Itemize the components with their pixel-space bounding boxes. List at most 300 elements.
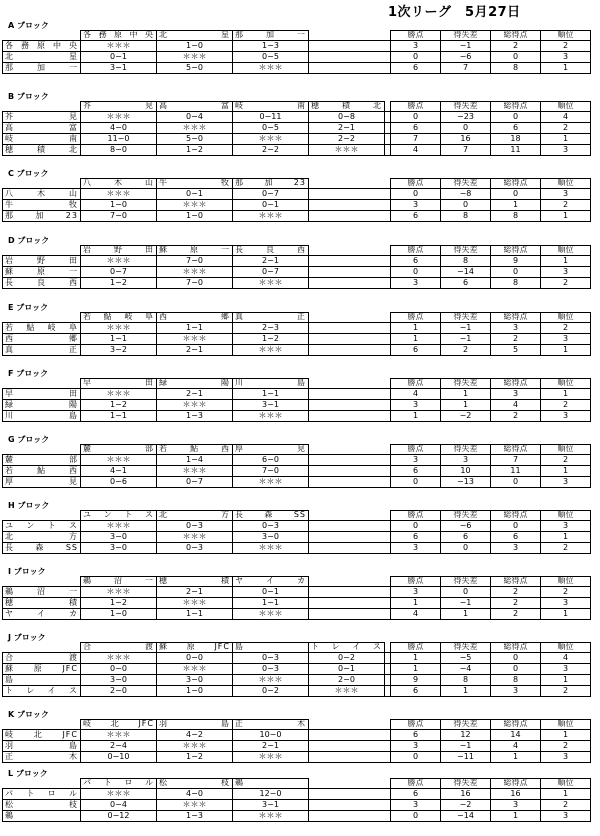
table-border — [590, 510, 591, 554]
team-stat: 2 — [440, 345, 490, 355]
table-border — [590, 719, 591, 763]
match-result: 2−1 — [156, 389, 232, 399]
match-result: 3−0 — [232, 532, 308, 542]
row-team-name: 鵜 沼 一 — [2, 587, 80, 597]
table-border — [384, 642, 385, 697]
column-team-header: 那 加 一 — [232, 30, 308, 40]
team-stat: 2 — [540, 200, 590, 210]
table-border — [308, 576, 309, 620]
team-stat: 2 — [490, 411, 540, 421]
match-result: 1−3 — [156, 811, 232, 821]
column-team-header: 羽 島 — [156, 719, 232, 729]
team-row — [2, 598, 590, 609]
match-result: 1−1 — [156, 609, 232, 619]
match-result: 0−5 — [232, 123, 308, 133]
team-stat: 0 — [490, 189, 540, 199]
stat-header: 総得点 — [490, 101, 540, 111]
stat-header: 総得点 — [490, 719, 540, 729]
table-border — [308, 444, 309, 488]
team-stat: 2 — [540, 455, 590, 465]
column-team-header: 長 良 西 — [232, 245, 308, 255]
match-result: ＊＊＊ — [80, 730, 156, 740]
team-row — [2, 811, 590, 822]
team-stat: 2 — [540, 741, 590, 751]
team-stat: 6 — [390, 211, 440, 221]
stat-header: 総得点 — [490, 178, 540, 188]
stat-header: 総得点 — [490, 642, 540, 652]
match-result: ＊＊＊ — [156, 598, 232, 608]
row-team-name: 麓 部 — [2, 455, 80, 465]
match-result: 7−0 — [80, 211, 156, 221]
team-row — [2, 521, 590, 532]
table-border — [590, 101, 591, 156]
team-stat: 2 — [540, 123, 590, 133]
team-stat: 0 — [490, 112, 540, 122]
column-team-header: 高 富 — [156, 101, 232, 111]
stat-header: 順位 — [540, 576, 590, 586]
column-team-header: ユ ン ト ス — [80, 510, 156, 520]
column-team-header: 北 方 — [156, 510, 232, 520]
block-label: F ブロック — [8, 369, 49, 378]
team-stat: 8 — [440, 675, 490, 685]
team-stat: 6 — [390, 466, 440, 476]
match-result: 2−2 — [308, 134, 384, 144]
team-stat: −11 — [440, 752, 490, 762]
team-row — [2, 543, 590, 554]
row-team-name: 鵜 — [2, 811, 80, 821]
table-border — [390, 576, 391, 620]
header-row — [2, 245, 590, 256]
table-border — [390, 245, 391, 289]
team-stat: 1 — [540, 466, 590, 476]
stat-header: 順位 — [540, 444, 590, 454]
match-result: 4−0 — [156, 789, 232, 799]
team-stat: 3 — [440, 455, 490, 465]
match-result: 5−0 — [156, 134, 232, 144]
team-stat: 0 — [390, 52, 440, 62]
match-result: 2−1 — [308, 123, 384, 133]
team-stat: −5 — [440, 653, 490, 663]
team-stat: 3 — [490, 686, 540, 696]
match-result: 7−0 — [156, 256, 232, 266]
block-label: K ブロック — [8, 710, 49, 719]
team-stat: 6 — [390, 686, 440, 696]
team-stat: 1 — [390, 653, 440, 663]
team-stat: 1 — [540, 345, 590, 355]
stat-header: 総得点 — [490, 576, 540, 586]
header-row — [2, 642, 590, 653]
stat-header: 総得点 — [490, 30, 540, 40]
match-result: 2−3 — [232, 323, 308, 333]
team-stat: 1 — [440, 389, 490, 399]
match-result: 1−2 — [156, 145, 232, 155]
table-border — [590, 312, 591, 356]
block-label: C ブロック — [8, 169, 49, 178]
team-stat: −23 — [440, 112, 490, 122]
match-result: ＊＊＊ — [156, 466, 232, 476]
stat-header: 順位 — [540, 178, 590, 188]
team-row — [2, 200, 590, 211]
match-result: ＊＊＊ — [232, 811, 308, 821]
team-stat: 4 — [540, 112, 590, 122]
table-border — [308, 719, 309, 763]
team-stat: 9 — [390, 675, 440, 685]
team-stat: 6 — [390, 532, 440, 542]
block-label: A ブロック — [8, 21, 49, 30]
row-team-name: 真 正 — [2, 345, 80, 355]
team-stat: 8 — [490, 675, 540, 685]
row-team-name: 長 森 SS — [2, 543, 80, 553]
team-stat: 0 — [390, 477, 440, 487]
column-team-header: 島 — [232, 642, 308, 652]
match-result: 0−12 — [80, 811, 156, 821]
page-title: 1次リーグ 5月27日 — [388, 5, 521, 20]
match-result: ＊＊＊ — [80, 521, 156, 531]
team-row — [2, 752, 590, 763]
table-border — [390, 312, 391, 356]
team-stat: 3 — [390, 741, 440, 751]
stat-header: 総得点 — [490, 510, 540, 520]
team-row — [2, 63, 590, 74]
column-team-header: 北 星 — [156, 30, 232, 40]
team-row — [2, 609, 590, 620]
team-row — [2, 145, 590, 156]
team-stat: 3 — [390, 41, 440, 51]
match-result: 8−0 — [80, 145, 156, 155]
row-team-name: 蘇 原 一 — [2, 267, 80, 277]
team-row — [2, 730, 590, 741]
stat-header: 総得点 — [490, 245, 540, 255]
header-row — [2, 510, 590, 521]
team-stat: −1 — [440, 334, 490, 344]
row-team-name: 若 鮎 岐 阜 — [2, 323, 80, 333]
match-result: 2−2 — [232, 145, 308, 155]
row-team-name: 那 加 23 — [2, 211, 80, 221]
stat-header: 勝点 — [390, 378, 440, 388]
match-result: 0−3 — [156, 521, 232, 531]
match-result: 0−4 — [80, 800, 156, 810]
match-result: 1−3 — [232, 41, 308, 51]
team-stat: 3 — [540, 477, 590, 487]
match-result: 3−2 — [80, 345, 156, 355]
stat-header: 順位 — [540, 510, 590, 520]
match-result: ＊＊＊ — [232, 477, 308, 487]
stat-header: 得失差 — [440, 576, 490, 586]
match-result: 1−3 — [156, 411, 232, 421]
team-stat: 12 — [440, 730, 490, 740]
column-team-header: ヤ イ カ — [232, 576, 308, 586]
block-label: E ブロック — [8, 303, 49, 312]
match-result: 0−8 — [308, 112, 384, 122]
table-border — [590, 178, 591, 222]
match-result: ＊＊＊ — [80, 112, 156, 122]
team-row — [2, 400, 590, 411]
team-stat: 0 — [440, 587, 490, 597]
team-stat: 4 — [540, 653, 590, 663]
row-team-name: ヤ イ カ — [2, 609, 80, 619]
block-label: G ブロック — [8, 435, 50, 444]
team-stat: 10 — [440, 466, 490, 476]
team-row — [2, 741, 590, 752]
team-stat: 2 — [540, 686, 590, 696]
column-team-header: 合 渡 — [80, 642, 156, 652]
team-stat: 3 — [540, 752, 590, 762]
stat-header: 勝点 — [390, 510, 440, 520]
stat-header: 順位 — [540, 642, 590, 652]
team-row — [2, 675, 590, 686]
team-stat: 3 — [540, 52, 590, 62]
team-stat: −14 — [440, 811, 490, 821]
team-stat: 18 — [490, 134, 540, 144]
match-result: 0−0 — [156, 653, 232, 663]
team-stat: 6 — [390, 345, 440, 355]
row-team-name: 八 木 山 — [2, 189, 80, 199]
stat-header: 総得点 — [490, 444, 540, 454]
team-stat: 2 — [540, 587, 590, 597]
table-border — [390, 444, 391, 488]
team-stat: 3 — [490, 800, 540, 810]
team-stat: 0 — [390, 811, 440, 821]
block-label: L ブロック — [8, 769, 48, 778]
team-stat: −2 — [440, 800, 490, 810]
team-stat: 1 — [540, 789, 590, 799]
match-result: 3−1 — [232, 400, 308, 410]
stat-header: 得失差 — [440, 642, 490, 652]
match-result: ＊＊＊ — [232, 411, 308, 421]
header-row — [2, 444, 590, 455]
column-team-header: 岐 北 JFC — [80, 719, 156, 729]
stat-header: 勝点 — [390, 719, 440, 729]
team-stat: 8 — [490, 63, 540, 73]
team-stat: 4 — [490, 741, 540, 751]
match-result: 0−3 — [156, 543, 232, 553]
row-team-name: ユ ン ト ス — [2, 521, 80, 531]
match-result: 0−6 — [80, 477, 156, 487]
team-row — [2, 789, 590, 800]
column-team-header: 芥 見 — [80, 101, 156, 111]
match-result: ＊＊＊ — [80, 587, 156, 597]
match-result: 1−1 — [232, 598, 308, 608]
stat-header: 勝点 — [390, 245, 440, 255]
column-team-header: 厚 見 — [232, 444, 308, 454]
match-result: 3−0 — [80, 543, 156, 553]
header-row — [2, 778, 590, 789]
match-result: 1−0 — [156, 686, 232, 696]
team-row — [2, 189, 590, 200]
match-result: ＊＊＊ — [308, 686, 384, 696]
team-stat: 3 — [540, 811, 590, 821]
team-stat: 1 — [540, 389, 590, 399]
match-result: 1−0 — [156, 211, 232, 221]
team-stat: 3 — [540, 334, 590, 344]
table-border — [390, 642, 391, 697]
team-row — [2, 477, 590, 488]
team-stat: 3 — [540, 411, 590, 421]
match-result: 0−11 — [232, 112, 308, 122]
row-team-name: パ ト ロ ル — [2, 789, 80, 799]
team-stat: 2 — [490, 41, 540, 51]
match-result: 10−0 — [232, 730, 308, 740]
match-result: 1−0 — [156, 41, 232, 51]
team-stat: −13 — [440, 477, 490, 487]
row-team-name: 岩 野 田 — [2, 256, 80, 266]
match-result: ＊＊＊ — [156, 267, 232, 277]
match-result: 1−1 — [156, 323, 232, 333]
team-row — [2, 278, 590, 289]
match-result: 2−1 — [232, 741, 308, 751]
team-stat: 3 — [390, 455, 440, 465]
match-result: 2−4 — [80, 741, 156, 751]
team-row — [2, 323, 590, 334]
team-stat: 2 — [490, 598, 540, 608]
row-team-name: 長 良 西 — [2, 278, 80, 288]
block-label: H ブロック — [8, 501, 50, 510]
team-stat: 3 — [540, 145, 590, 155]
table-border — [308, 510, 309, 554]
team-row — [2, 800, 590, 811]
team-stat: 4 — [390, 389, 440, 399]
match-result: ＊＊＊ — [308, 145, 384, 155]
header-row — [2, 378, 590, 389]
table-border — [590, 378, 591, 422]
team-stat: 1 — [540, 532, 590, 542]
team-stat: 0 — [390, 752, 440, 762]
stat-header: 総得点 — [490, 312, 540, 322]
match-result: ＊＊＊ — [80, 323, 156, 333]
match-result: 7−0 — [156, 278, 232, 288]
team-row — [2, 345, 590, 356]
row-team-name: 羽 島 — [2, 741, 80, 751]
row-team-name: 蘇 原 JFC — [2, 664, 80, 674]
row-team-name: 松 枝 — [2, 800, 80, 810]
column-team-header: 松 枝 — [156, 778, 232, 788]
match-result: 0−7 — [232, 267, 308, 277]
match-result: 1−0 — [80, 609, 156, 619]
column-team-header: 蘇 原 JFC — [156, 642, 232, 652]
stat-header: 順位 — [540, 719, 590, 729]
match-result: ＊＊＊ — [156, 800, 232, 810]
stat-header: 総得点 — [490, 378, 540, 388]
team-stat: 4 — [490, 400, 540, 410]
stat-header: 順位 — [540, 245, 590, 255]
table-border — [384, 101, 385, 156]
row-team-name: 合 渡 — [2, 653, 80, 663]
team-stat: 3 — [490, 543, 540, 553]
column-team-header: 西 郷 — [156, 312, 232, 322]
column-team-header: ト レ イ ス — [308, 642, 384, 652]
header-row — [2, 101, 590, 112]
row-team-name: 早 田 — [2, 389, 80, 399]
team-stat: 6 — [390, 63, 440, 73]
stat-header: 勝点 — [390, 642, 440, 652]
team-stat: 2 — [540, 323, 590, 333]
team-row — [2, 686, 590, 697]
header-row — [2, 178, 590, 189]
column-team-header: 岩 野 田 — [80, 245, 156, 255]
match-result: 2−1 — [232, 256, 308, 266]
match-result: 0−3 — [232, 664, 308, 674]
team-stat: 0 — [490, 521, 540, 531]
stat-header: 順位 — [540, 101, 590, 111]
column-team-header: 真 正 — [232, 312, 308, 322]
match-result: 0−1 — [80, 52, 156, 62]
team-stat: 0 — [440, 543, 490, 553]
stat-header: 順位 — [540, 30, 590, 40]
team-stat: 0 — [490, 477, 540, 487]
block-label: J ブロック — [8, 633, 46, 642]
team-stat: 1 — [440, 400, 490, 410]
match-result: ＊＊＊ — [80, 389, 156, 399]
team-stat: 0 — [440, 200, 490, 210]
team-stat: 0 — [390, 267, 440, 277]
match-result: 1−0 — [80, 200, 156, 210]
match-result: 2−1 — [156, 345, 232, 355]
team-row — [2, 52, 590, 63]
match-result: 0−2 — [232, 686, 308, 696]
match-result: 0−5 — [232, 52, 308, 62]
column-team-header: 牛 牧 — [156, 178, 232, 188]
team-row — [2, 211, 590, 222]
team-stat: 7 — [440, 63, 490, 73]
team-stat: −8 — [440, 189, 490, 199]
stat-header: 得失差 — [440, 30, 490, 40]
stat-header: 得失差 — [440, 778, 490, 788]
match-result: ＊＊＊ — [232, 134, 308, 144]
team-stat: 1 — [390, 334, 440, 344]
match-result: 4−1 — [80, 466, 156, 476]
team-stat: 3 — [490, 323, 540, 333]
column-team-header: 穂 積 — [156, 576, 232, 586]
team-row — [2, 256, 590, 267]
match-result: 6−0 — [232, 455, 308, 465]
team-stat: 2 — [490, 334, 540, 344]
team-stat: 0 — [490, 267, 540, 277]
team-stat: 1 — [390, 664, 440, 674]
row-team-name: 川 島 — [2, 411, 80, 421]
match-result: 0−0 — [80, 664, 156, 674]
header-row — [2, 312, 590, 323]
table-border — [308, 778, 309, 822]
table-border — [390, 30, 391, 74]
team-stat: 6 — [390, 789, 440, 799]
match-result: 3−0 — [156, 675, 232, 685]
team-stat: 1 — [490, 200, 540, 210]
stat-header: 得失差 — [440, 510, 490, 520]
match-result: 0−10 — [80, 752, 156, 762]
team-row — [2, 41, 590, 52]
match-result: ＊＊＊ — [232, 63, 308, 73]
team-stat: 11 — [490, 466, 540, 476]
stat-header: 得失差 — [440, 245, 490, 255]
team-stat: 8 — [440, 256, 490, 266]
row-team-name: 芥 見 — [2, 112, 80, 122]
team-stat: 8 — [440, 211, 490, 221]
header-row — [2, 30, 590, 41]
match-result: ＊＊＊ — [156, 123, 232, 133]
match-result: 0−7 — [80, 267, 156, 277]
match-result: ＊＊＊ — [232, 345, 308, 355]
team-stat: 1 — [540, 63, 590, 73]
row-team-name: 穂 積 北 — [2, 145, 80, 155]
match-result: 2−0 — [80, 686, 156, 696]
match-result: ＊＊＊ — [80, 789, 156, 799]
match-result: 5−0 — [156, 63, 232, 73]
team-stat: 6 — [390, 730, 440, 740]
team-stat: 1 — [540, 211, 590, 221]
match-result: ＊＊＊ — [80, 455, 156, 465]
team-stat: 0 — [490, 664, 540, 674]
match-result: 0−4 — [156, 112, 232, 122]
